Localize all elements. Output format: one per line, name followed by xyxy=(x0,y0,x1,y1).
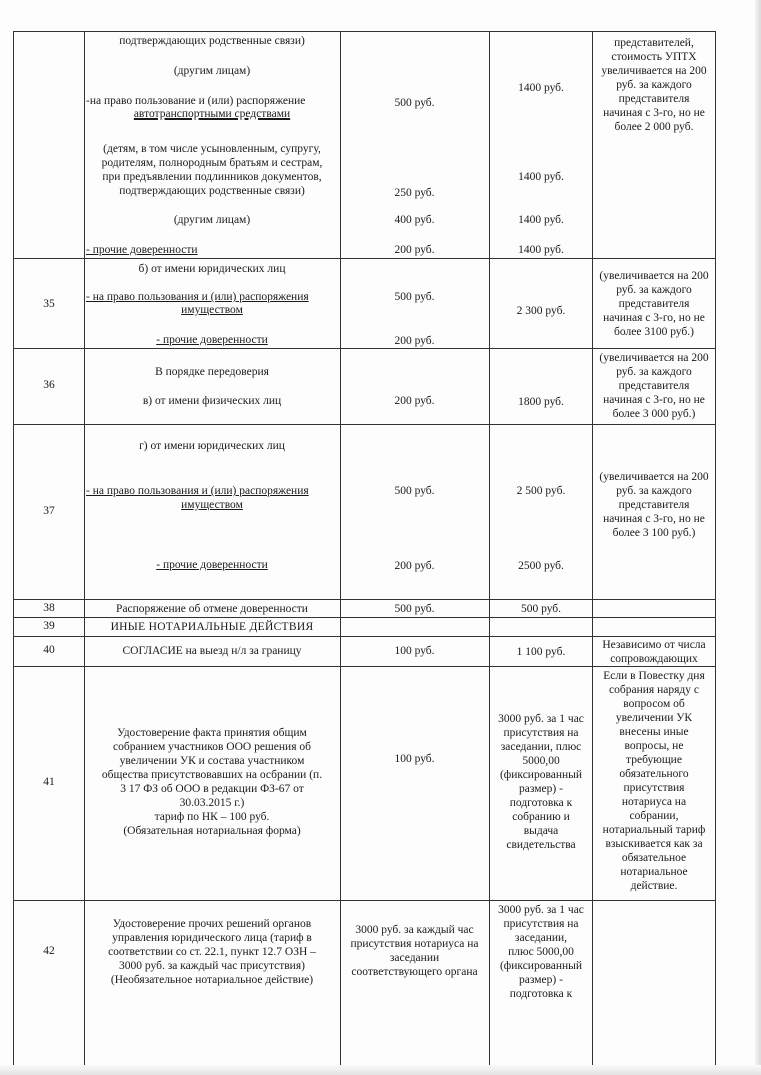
row40-uptkh: 1 100 руб. xyxy=(516,646,566,658)
row41-note-6: вопросы, не xyxy=(624,740,684,752)
row35-price-1: 500 руб. xyxy=(394,291,435,303)
row41-note-5: внесены иные xyxy=(619,726,689,738)
row35-text-2b: имуществом xyxy=(181,304,243,316)
row42-uptkh-1: 3000 руб. за 1 час xyxy=(498,904,584,916)
row42-uptkh-2: присутствия на xyxy=(503,918,579,930)
row41-note-8: обязательного xyxy=(619,768,689,780)
row38-price: 500 руб. xyxy=(394,603,435,615)
row41-note-15: нотариальное xyxy=(620,866,688,878)
row41-note-13: взыскивается как за xyxy=(605,838,703,850)
row-divider-41 xyxy=(13,666,716,667)
row42-uptkh-7: подготовка к xyxy=(509,988,573,1000)
row40-text: СОГЛАСИЕ на выезд н/л за границу xyxy=(122,645,302,657)
row36-price: 200 руб. xyxy=(394,395,435,407)
row41-note-1: Если в Повестку дня xyxy=(603,670,705,682)
row41-uptkh-6: размер) - xyxy=(519,783,563,795)
row35-note-3: представителя xyxy=(618,298,690,310)
cont-text-4: (детям, в том числе усыновленным, супругу, xyxy=(103,143,321,155)
cont-uptkh-2: 1400 руб. xyxy=(518,171,564,183)
row-divider-39 xyxy=(13,617,716,618)
row35-text-1: б) от имени юридических лиц xyxy=(138,263,286,275)
row41-text-1: Удостоверение факта принятия общим xyxy=(117,727,307,739)
row-number-39: 39 xyxy=(43,620,55,632)
row-number-42: 42 xyxy=(43,945,55,957)
cont-text-2: (другим лицам) xyxy=(173,65,251,77)
row40-note-1: Независимо от числа xyxy=(602,639,706,651)
row42-text-1: Удостоверение прочих решений органов xyxy=(112,918,312,930)
row35-text-3: - прочие доверенности xyxy=(156,334,268,346)
row41-uptkh-4: 5000,00 xyxy=(522,755,560,767)
cont-note-6: начиная с 3-го, но не xyxy=(603,107,705,119)
row36-note-1: (увеличивается на 200 xyxy=(599,352,709,364)
row41-text-7: тариф по НК – 100 руб. xyxy=(154,811,270,823)
row41-uptkh-2: присутствия на xyxy=(503,727,579,739)
row42-price-1: 3000 руб. за каждый час xyxy=(355,924,474,936)
cont-price-3: 400 руб. xyxy=(394,214,435,226)
row41-text-3: увеличении УК и состава участником xyxy=(119,755,305,767)
row42-uptkh-6: размер) - xyxy=(519,974,563,986)
row37-price-2: 200 руб. xyxy=(394,560,435,572)
row35-note-5: более 3100 руб.) xyxy=(614,326,694,338)
row37-text-2b: имуществом xyxy=(181,499,243,511)
row35-note-2: руб. за каждого xyxy=(616,284,692,296)
cont-note-4: руб. за каждого xyxy=(616,79,692,91)
row41-note-11: собрании, xyxy=(629,810,679,822)
row41-uptkh-10: свидетельства xyxy=(506,839,576,851)
row36-text-2: в) от имени физических лиц xyxy=(142,395,282,407)
cont-uptkh-1: 1400 руб. xyxy=(518,82,564,94)
cont-text-6: при предъявлении подлинников документов, xyxy=(102,171,322,183)
table-border-top xyxy=(13,31,716,32)
row41-note-9: присутствия xyxy=(623,782,685,794)
row37-note-4: начиная с 3-го, но не xyxy=(603,513,705,525)
cont-note-5: представителя xyxy=(618,93,690,105)
row-divider-37 xyxy=(13,424,716,425)
cont-uptkh-3: 1400 руб. xyxy=(518,214,564,226)
row35-uptkh: 2 300 руб. xyxy=(516,305,566,317)
row42-uptkh-5: (фиксированный xyxy=(499,960,583,972)
row-number-37: 37 xyxy=(43,505,55,517)
cont-text-1: подтверждающих родственные связи) xyxy=(119,35,305,47)
row-divider-42 xyxy=(13,900,716,901)
cont-text-9: - прочие доверенности xyxy=(86,244,198,256)
row35-text-2a: - на право пользования и (или) распоряжения xyxy=(86,291,309,303)
row42-text-3: соответствии со ст. 22.1, пункт 12.7 ОЗН – xyxy=(108,946,316,958)
cont-text-5: родителям, полнородным братьям и сестрам, xyxy=(101,157,323,169)
row-number-41: 41 xyxy=(43,776,55,788)
table-col-divider-2 xyxy=(340,31,341,1066)
row-number-35: 35 xyxy=(43,298,55,310)
row39-heading: ИНЫЕ НОТАРИАЛЬНЫЕ ДЕЙСТВИЯ xyxy=(110,621,314,633)
row37-text-3: - прочие доверенности xyxy=(156,559,268,571)
row42-price-4: соответствующего органа xyxy=(351,966,478,978)
row37-note-5: более 3 100 руб.) xyxy=(612,527,696,539)
row36-uptkh: 1800 руб. xyxy=(518,396,564,408)
row41-note-10: нотариуса на xyxy=(621,796,687,808)
cont-note-1: представителей, xyxy=(614,37,694,49)
cont-note-2: стоимость УПТХ xyxy=(611,51,697,63)
row41-note-4: увеличении УК xyxy=(615,712,693,724)
row37-note-3: представителя xyxy=(618,499,690,511)
row36-note-2: руб. за каждого xyxy=(616,366,692,378)
cont-text-3b: автотранспортными средствами xyxy=(133,108,291,120)
cont-price-1: 500 руб. xyxy=(394,97,435,109)
row-number-40: 40 xyxy=(43,644,55,656)
cont-note-3: увеличивается на 200 xyxy=(601,65,707,77)
cont-text-3a: -на право пользование и (или) распоряжение xyxy=(86,95,306,107)
row37-note-2: руб. за каждого xyxy=(616,485,692,497)
cont-uptkh-4: 1400 руб. xyxy=(518,244,564,256)
row37-price-1: 500 руб. xyxy=(394,485,435,497)
row38-uptkh: 500 руб. xyxy=(520,603,562,615)
row-number-38: 38 xyxy=(43,602,55,614)
row41-text-2: собранием участников ООО решения об xyxy=(113,741,311,753)
row41-uptkh-5: (фиксированный xyxy=(499,769,583,781)
row41-price: 100 руб. xyxy=(394,753,435,765)
row41-uptkh-3: заседании, плюс xyxy=(500,741,582,753)
row41-uptkh-1: 3000 руб. за 1 час xyxy=(498,713,584,725)
row40-price: 100 руб. xyxy=(394,645,435,657)
row42-text-4: 3000 руб. за каждый час присутствия) xyxy=(119,960,305,972)
row41-note-7: требующие xyxy=(626,754,682,766)
cont-note-7: более 2 000 руб. xyxy=(614,121,694,133)
row42-text-5: (Необязательное нотариальное действие) xyxy=(110,974,314,986)
row35-note-1: (увеличивается на 200 xyxy=(599,270,709,282)
row41-uptkh-8: собранию и xyxy=(512,811,570,823)
row37-uptkh-2: 2500 руб. xyxy=(518,560,564,572)
row38-text: Распоряжение об отмене доверенности xyxy=(116,603,308,615)
row36-note-3: представителя xyxy=(618,380,690,392)
page-edge-bottom xyxy=(0,1065,761,1075)
row41-uptkh-9: выдача xyxy=(523,825,559,837)
row40-note-2: сопровождающих xyxy=(610,653,698,665)
cont-text-8: (другим лицам) xyxy=(173,214,251,226)
row37-uptkh-1: 2 500 руб. xyxy=(516,485,566,497)
row36-text-1: В порядке передоверия xyxy=(155,366,269,378)
row37-text-1: г) от имени юридических лиц xyxy=(139,440,285,452)
row41-text-6: 30.03.2015 г.) xyxy=(179,797,245,809)
row36-note-4: начиная с 3-го, но не xyxy=(603,394,705,406)
row41-note-3: вопросом об xyxy=(623,698,685,710)
row-divider-36 xyxy=(13,348,716,349)
row42-price-2: присутствия нотариуса на xyxy=(350,938,479,950)
row36-note-5: более 3 000 руб.) xyxy=(612,408,696,420)
cont-price-4: 200 руб. xyxy=(394,244,435,256)
row42-price-3: заседании xyxy=(389,952,440,964)
cont-price-2: 250 руб. xyxy=(394,187,435,199)
row41-note-12: нотариальный тариф xyxy=(602,824,706,836)
table-col-divider-1 xyxy=(84,31,85,1066)
row37-note-1: (увеличивается на 200 xyxy=(599,471,709,483)
table-border-left xyxy=(13,31,14,1066)
row35-price-2: 200 руб. xyxy=(394,335,435,347)
row42-text-2: управления юридического лица (тариф в xyxy=(112,932,312,944)
row42-uptkh-4: плюс 5000,00 xyxy=(508,946,574,958)
page-edge-right xyxy=(755,0,761,1075)
row37-text-2a: - на право пользования и (или) распоряжения xyxy=(86,485,309,497)
row35-note-4: начиная с 3-го, но не xyxy=(603,312,705,324)
row41-text-4: общества присутствовавших на осбрании (п. xyxy=(101,769,323,781)
row41-note-2: собрания наряду с xyxy=(609,684,699,696)
table-border-right xyxy=(715,31,716,1066)
row41-note-16: действие. xyxy=(630,880,678,892)
row41-note-14: обязательное xyxy=(621,852,687,864)
row41-text-5: 3 17 ФЗ об ООО в редакции ФЗ-67 от xyxy=(120,783,304,795)
cont-text-7: подтверждающих родственные связи) xyxy=(119,185,305,197)
row42-uptkh-3: заседании, xyxy=(514,932,568,944)
row-divider-40 xyxy=(13,636,716,637)
row41-text-8: (Обязательная нотариальная форма) xyxy=(123,825,301,837)
row-number-36: 36 xyxy=(43,379,55,391)
table-col-divider-4 xyxy=(592,31,593,1066)
row-divider-38 xyxy=(13,599,716,600)
row-divider-35 xyxy=(13,258,716,259)
row41-uptkh-7: подготовка к xyxy=(509,797,573,809)
table-col-divider-3 xyxy=(489,31,490,1066)
